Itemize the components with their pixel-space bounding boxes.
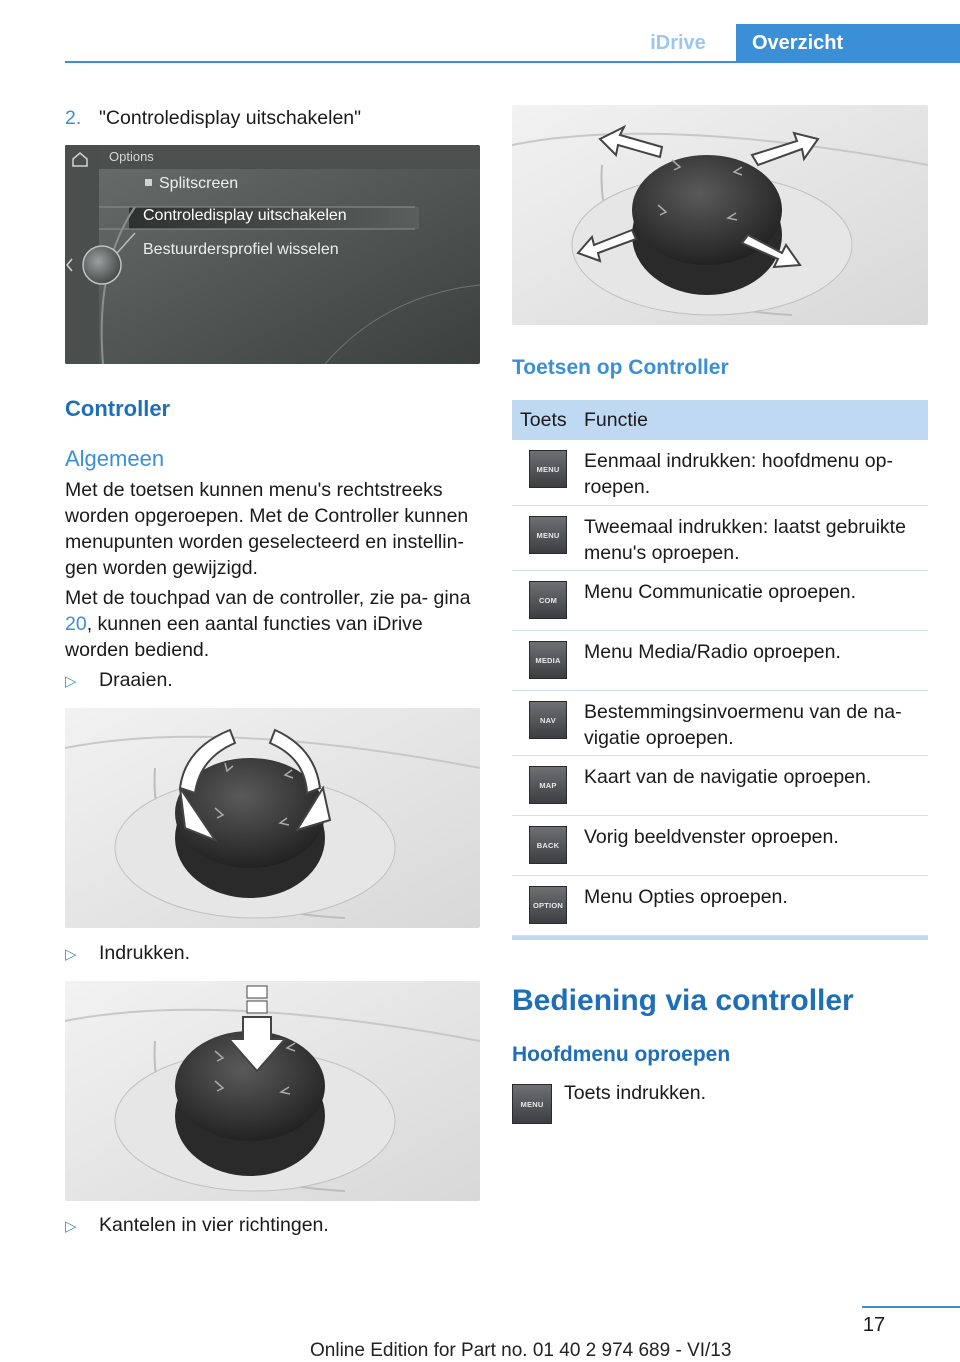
key-cell [512,691,584,755]
menu-key-icon: MENU [512,1084,552,1124]
table-row [512,571,928,631]
table-row [512,631,928,691]
table-row [512,756,928,816]
function-cell: Tweemaal indrukken: laatst gebruikte menu's oproepen. [584,516,906,564]
controller-rotate-image [65,708,480,928]
page-number: 17 [862,1314,886,1336]
controller-key-icon: MENU [529,450,567,488]
heading-controller: Controller [65,396,171,421]
screen-item-display-off: Controledisplay uitschakelen [143,207,347,224]
bullet-indrukken [65,940,191,968]
controller-keys-table [512,400,928,936]
bullet-draaien [65,667,173,695]
function-cell: Bestemmingsinvoermenu van de na- vigatie oproepen. [584,701,902,749]
controller-key-icon: NAV [529,701,567,739]
function-cell: Menu Media/Radio oproepen. [584,641,841,663]
step-2 [65,105,362,131]
bullet-triangle-icon: ▷ [65,946,77,963]
bullet-text: Kantelen in vier richtingen. [99,1214,329,1236]
paragraph-touchpad-b: , kunnen een aantal functies van iDrive worden bediend. [65,613,423,661]
bullet-triangle-icon: ▷ [65,1218,77,1235]
step-number: 2. [65,107,82,129]
subheading-algemeen: Algemeen [65,446,165,471]
table-row [512,876,928,936]
key-cell [512,631,584,690]
key-cell [512,571,584,630]
controller-key-icon: MAP [529,766,567,804]
col-header-functie: Functie [584,408,648,431]
table-row [512,440,928,506]
controller-key-icon: OPTION [529,886,567,924]
function-cell: Kaart van de navigatie oproepen. [584,766,872,788]
paragraph-touchpad [65,585,481,663]
controller-press-image [65,981,480,1201]
bullet-text: Draaien. [99,669,173,691]
table-end-rule [512,936,928,940]
key-cell [512,816,584,875]
paragraph-keys: Met de toetsen kunnen menu's rechtstreeks worden opgeroepen. Met de Controller kunnen menupunten worden geselecteerd en instellin- gen worden gewijzigd. [65,479,469,579]
screen-title: Options [109,149,154,164]
header-rule [65,61,960,63]
table-title: Toetsen op Controller [512,356,729,379]
paragraph-touchpad-a: Met de touchpad van de controller, zie pa- gina [65,587,471,609]
idrive-screen-image [65,145,480,364]
table-body [512,440,928,936]
step-text: "Controledisplay uitschakelen" [99,107,362,129]
footer-edition: Online Edition for Part no. 01 40 2 974 689 - VI/13 [310,1340,732,1361]
bullet-kantelen [65,1212,329,1240]
controller-key-icon: COM [529,581,567,619]
function-cell: Menu Communicatie oproepen. [584,581,857,603]
header-section-label: iDrive [650,32,706,54]
subsection-title: Hoofdmenu oproepen [512,1043,731,1066]
key-cell [512,506,584,570]
function-cell: Menu Opties oproepen. [584,886,788,908]
controller-key-icon: BACK [529,826,567,864]
key-cell [512,756,584,815]
table-row [512,506,928,571]
table-header [512,400,928,440]
screen-item-driver-profile: Bestuurdersprofiel wisselen [143,241,339,258]
function-cell: Eenmaal indrukken: hoofdmenu op- roepen. [584,450,893,498]
function-cell: Vorig beeldvenster oproepen. [584,826,839,848]
controller-tilt-image [512,105,928,325]
table-row [512,816,928,876]
key-cell [512,440,584,505]
table-row [512,691,928,756]
bullet-text: Indrukken. [99,942,191,964]
controller-key-icon: MEDIA [529,641,567,679]
section-title: Bediening via controller [512,984,854,1017]
key-cell [512,876,584,935]
header-tab-overzicht: Overzicht [736,24,960,62]
controller-key-icon: MENU [529,516,567,554]
page-link-20[interactable]: 20 [65,613,87,635]
footer-rule [862,1306,960,1308]
col-header-toets: Toets [520,408,567,431]
menu-key-text: Toets indrukken. [564,1082,706,1104]
screen-item-splitscreen: Splitscreen [159,175,239,192]
bullet-triangle-icon: ▷ [65,673,77,690]
